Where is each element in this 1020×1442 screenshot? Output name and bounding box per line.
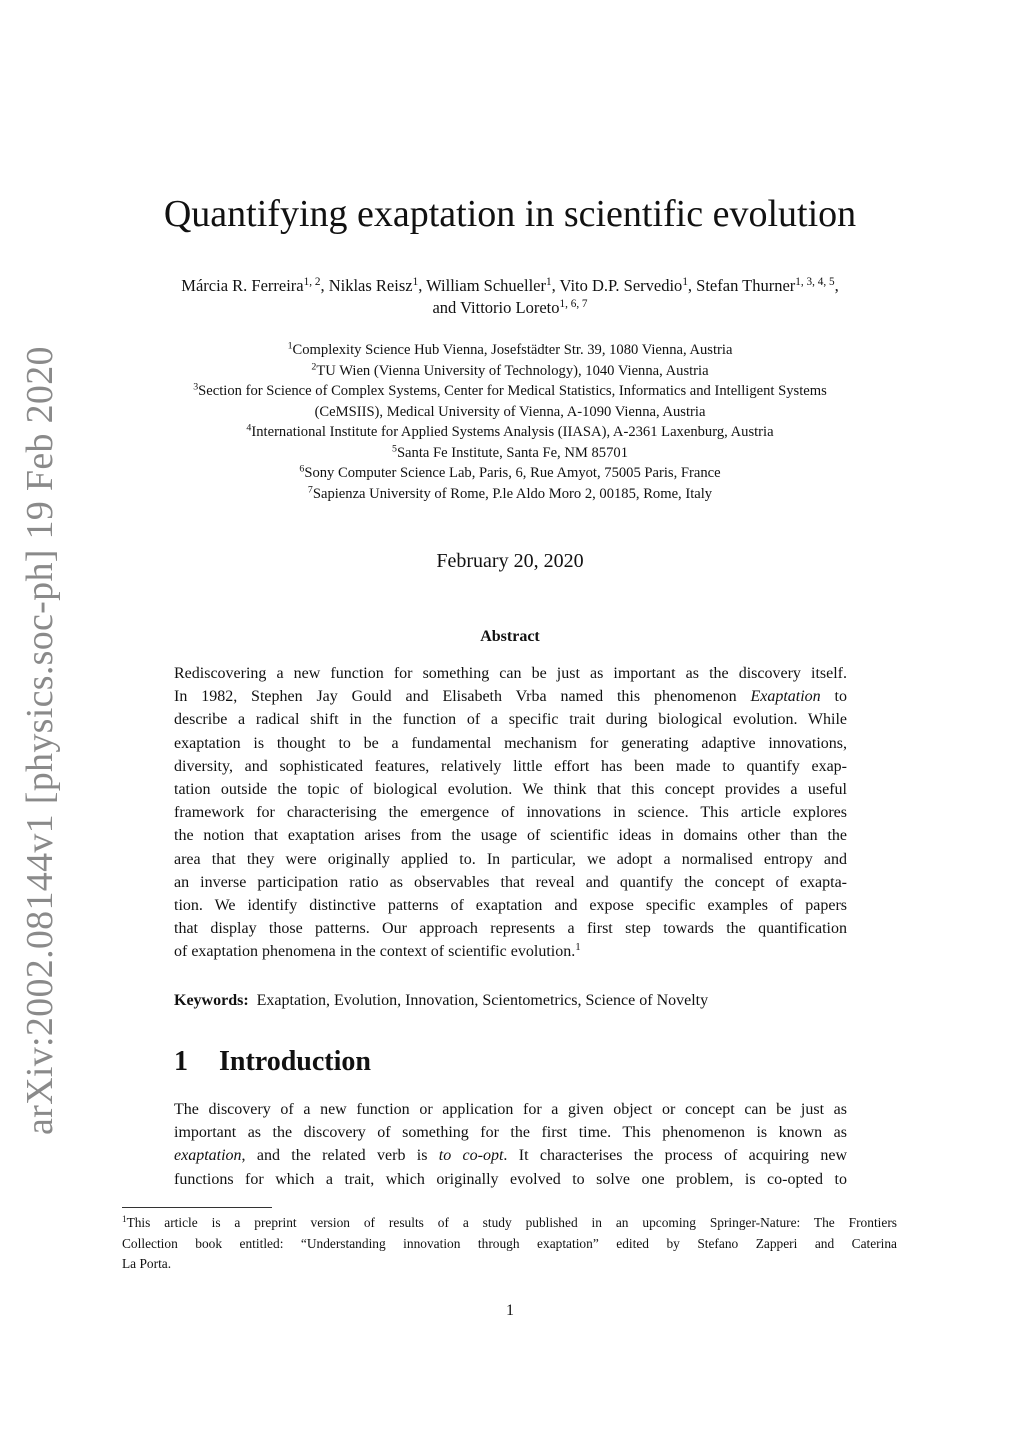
abstract-heading: Abstract	[480, 628, 540, 645]
author-separator: ,	[834, 276, 839, 295]
body-text: , and the related verb is	[241, 1147, 439, 1165]
keywords-label: Keywords:	[174, 992, 249, 1009]
footnote-divider	[122, 1207, 272, 1208]
affiliation-number: 3	[193, 381, 199, 393]
abstract-line: framework for characterising the emergence of innovations in science. This article explores	[174, 804, 847, 822]
abstract-line	[174, 685, 847, 708]
affiliation-number: 7	[307, 484, 313, 496]
abstract-text: of exaptation phenomena in the context of scientific evolution.	[174, 943, 576, 961]
abstract-line: that display those patterns. Our approach represents a first step towards the quantification	[174, 920, 847, 938]
affiliation	[120, 402, 900, 423]
body-line: The discovery of a new function or application for a given object or concept can be just as	[174, 1101, 847, 1118]
page-number: 1	[506, 1302, 514, 1319]
affiliation-text: (CeMSIIS), Medical University of Vienna, A-1090 Vienna, Austria	[314, 403, 706, 420]
author-name: Márcia R. Ferreira	[181, 276, 304, 295]
author-affiliation-mark: 1	[545, 275, 552, 288]
paper-title: Quantifying exaptation in scientific evolution	[163, 193, 857, 235]
footnote-mark: 1	[122, 1214, 127, 1224]
abstract-text: In 1982, Stephen Jay Gould and Elisabeth Vrba named this phenomenon	[174, 688, 751, 706]
affiliation	[120, 443, 900, 464]
footnote-reference: 1	[575, 941, 581, 954]
author-name: and Vittorio Loreto	[432, 298, 560, 317]
introduction-body	[174, 1098, 847, 1191]
abstract-line: tion. We identify distinctive patterns of exaptation and expose specific examples of papers	[174, 897, 847, 915]
affiliation-text: Santa Fe Institute, Santa Fe, NM 85701	[396, 444, 628, 461]
abstract-body	[174, 662, 847, 964]
author-affiliation-mark: 1	[682, 275, 688, 288]
affiliation-text: Complexity Science Hub Vienna, Josefstädter Str. 39, 1080 Vienna, Austria	[292, 342, 733, 358]
affiliation	[120, 422, 900, 443]
affiliation	[120, 361, 900, 382]
affiliation	[120, 340, 900, 361]
author-list	[120, 275, 900, 319]
author-line-1	[120, 275, 900, 297]
abstract-line	[174, 940, 847, 963]
author-affiliation-mark: 1, 6, 7	[559, 297, 588, 310]
author-affiliation-mark: 1, 2	[303, 275, 321, 288]
author-affiliation-mark: 1	[412, 275, 419, 288]
publication-date: February 20, 2020	[436, 550, 584, 572]
affiliation-text: TU Wien (Vienna University of Technology), 1040 Vienna, Austria	[316, 362, 709, 379]
footnote-line: La Porta.	[122, 1256, 172, 1271]
keywords-text: Exaptation, Evolution, Innovation, Scientometrics, Science of Novelty	[256, 992, 709, 1009]
affiliation	[120, 463, 900, 484]
keywords	[174, 990, 847, 1012]
body-emphasis: exaptation	[174, 1147, 242, 1165]
abstract-line: Rediscovering a new function for something can be just as important as the discovery itself.	[174, 665, 847, 682]
affiliation-list	[120, 340, 900, 504]
abstract-line: exaptation is thought to be a fundamental mechanism for generating adaptive innovations,	[174, 734, 847, 752]
author-name: , Vito D.P. Servedio	[551, 276, 683, 295]
body-line: functions for which a trait, which originally evolved to solve one problem, is co-opted to	[174, 1170, 847, 1188]
footnote-line: Collection book entitled: “Understanding innovation through exaptation” edited by Stefano Zapperi and Caterina	[122, 1235, 897, 1251]
abstract-line: area that they were originally applied to. In particular, we adopt a normalised entropy and	[174, 850, 847, 868]
affiliation-text: Section for Science of Complex Systems, Center for Medical Statistics, Informatics and Intelligent Systems	[198, 383, 827, 399]
affiliation-text: International Institute for Applied Systems Analysis (IIASA), A-2361 Laxenburg, Austria	[251, 424, 774, 440]
abstract-line: the notion that exaptation arises from the usage of scientific ideas in domains other than the	[174, 827, 847, 845]
author-line-2	[120, 297, 900, 319]
affiliation-number: 5	[391, 443, 397, 455]
abstract-line: an inverse participation ratio as observables that reveal and quantify the concept of exapta-	[174, 873, 847, 891]
abstract-line: describe a radical shift in the function of a specific trait during biological evolution. While	[174, 711, 847, 729]
affiliation-number: 2	[311, 361, 317, 373]
footnote-text: This article is a preprint version of results of a study published in an upcoming Springer-Nature: The Frontiers	[126, 1215, 897, 1230]
affiliation	[120, 381, 900, 402]
section-number: 1	[174, 1046, 188, 1077]
arxiv-identifier: arXiv:2002.08144v1 [physics.soc-ph] 19 Feb 2020	[19, 346, 61, 1135]
affiliation-text: Sony Computer Science Lab, Paris, 6, Rue Amyot, 75005 Paris, France	[304, 465, 721, 481]
body-line: important as the discovery of something for the first time. This phenomenon is known as	[174, 1124, 847, 1142]
body-text: . It characterises the process of acquiring new	[503, 1147, 848, 1165]
body-emphasis: to co-opt	[438, 1147, 504, 1165]
section-heading	[174, 1044, 371, 1080]
body-line	[174, 1144, 847, 1167]
author-name: , Stefan Thurner	[687, 276, 796, 295]
author-name: , William Schueller	[418, 276, 546, 295]
abstract-line: tation outside the topic of biological evolution. We think that this concept provides a useful	[174, 781, 847, 799]
affiliation-number: 4	[246, 422, 252, 434]
author-affiliation-mark: 1, 3, 4, 5	[795, 275, 835, 288]
affiliation-text: Sapienza University of Rome, P.le Aldo Moro 2, 00185, Rome, Italy	[312, 485, 713, 502]
section-title: Introduction	[219, 1046, 371, 1077]
affiliation-number: 1	[287, 340, 293, 352]
affiliation-number: 6	[299, 463, 305, 475]
abstract-text: to	[820, 688, 847, 706]
affiliation	[120, 484, 900, 505]
author-name: , Niklas Reisz	[320, 276, 413, 295]
abstract-emphasis: Exaptation	[750, 688, 821, 706]
footnote	[122, 1213, 897, 1275]
abstract-line: diversity, and sophisticated features, relatively little effort has been made to quantify exap-	[174, 757, 847, 775]
footnote-line	[122, 1213, 897, 1234]
